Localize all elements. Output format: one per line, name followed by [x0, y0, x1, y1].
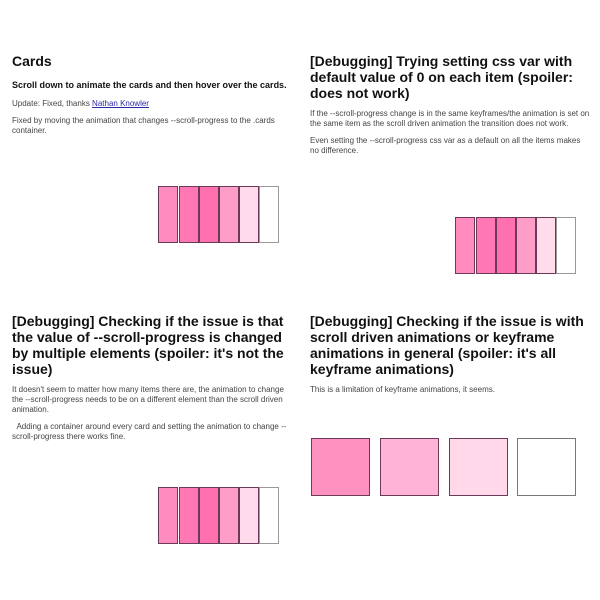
- section-paragraph: It doesn't seem to matter how many items there are, the animation to change the --scroll-progress needs to be on a different element than the scroll driven animation.: [12, 385, 284, 414]
- section-paragraph: Adding a container around every card and setting the animation to change --scroll-progress there works fine.: [12, 422, 287, 441]
- author-link[interactable]: Nathan Knowler: [92, 99, 149, 108]
- section-title: [Debugging] Checking if the issue is with scroll driven animations or keyframe animations in general (spoiler: it's all keyframe animations): [310, 313, 584, 377]
- card[interactable]: [158, 487, 178, 544]
- card[interactable]: [158, 186, 178, 243]
- section-debug-multiple-elements: [12, 313, 292, 442]
- card[interactable]: [199, 186, 219, 243]
- card[interactable]: [516, 217, 536, 274]
- card[interactable]: [496, 217, 516, 274]
- card[interactable]: [517, 438, 576, 496]
- section-subtitle: Scroll down to animate the cards and then hover over the cards.: [12, 80, 287, 90]
- section-debug-default-var: [310, 53, 590, 156]
- section-title: [Debugging] Trying setting css var with default value of 0 on each item (spoiler: does not work): [310, 53, 573, 101]
- section-title: [Debugging] Checking if the issue is that the value of --scroll-progress is changed by multiple elements (spoiler: it's not the issue): [12, 313, 284, 377]
- card[interactable]: [476, 217, 496, 274]
- card[interactable]: [179, 186, 199, 243]
- card[interactable]: [259, 186, 279, 243]
- card[interactable]: [259, 487, 279, 544]
- card[interactable]: [239, 186, 259, 243]
- card[interactable]: [179, 487, 199, 544]
- card[interactable]: [219, 186, 239, 243]
- card[interactable]: [455, 217, 475, 274]
- section-title: Cards: [12, 53, 52, 69]
- update-note: [12, 99, 292, 109]
- card[interactable]: [239, 487, 259, 544]
- card[interactable]: [380, 438, 439, 496]
- section-paragraph: If the --scroll-progress change is in the same keyframes/the animation is set on the same item as the scroll driven animation the transition does not work.: [310, 109, 590, 128]
- section-debug-keyframes: [310, 313, 590, 395]
- card[interactable]: [199, 487, 219, 544]
- section-cards: [12, 53, 292, 136]
- update-prefix: Update: Fixed, thanks: [12, 99, 93, 108]
- card[interactable]: [536, 217, 556, 274]
- section-paragraph: Fixed by moving the animation that changes --scroll-progress to the .cards container.: [12, 116, 275, 135]
- card[interactable]: [311, 438, 370, 496]
- card[interactable]: [219, 487, 239, 544]
- section-paragraph: Even setting the --scroll-progress css var as a default on all the items makes no difference.: [310, 136, 581, 155]
- card[interactable]: [556, 217, 576, 274]
- section-paragraph: This is a limitation of keyframe animations, it seems.: [310, 385, 495, 394]
- card[interactable]: [449, 438, 508, 496]
